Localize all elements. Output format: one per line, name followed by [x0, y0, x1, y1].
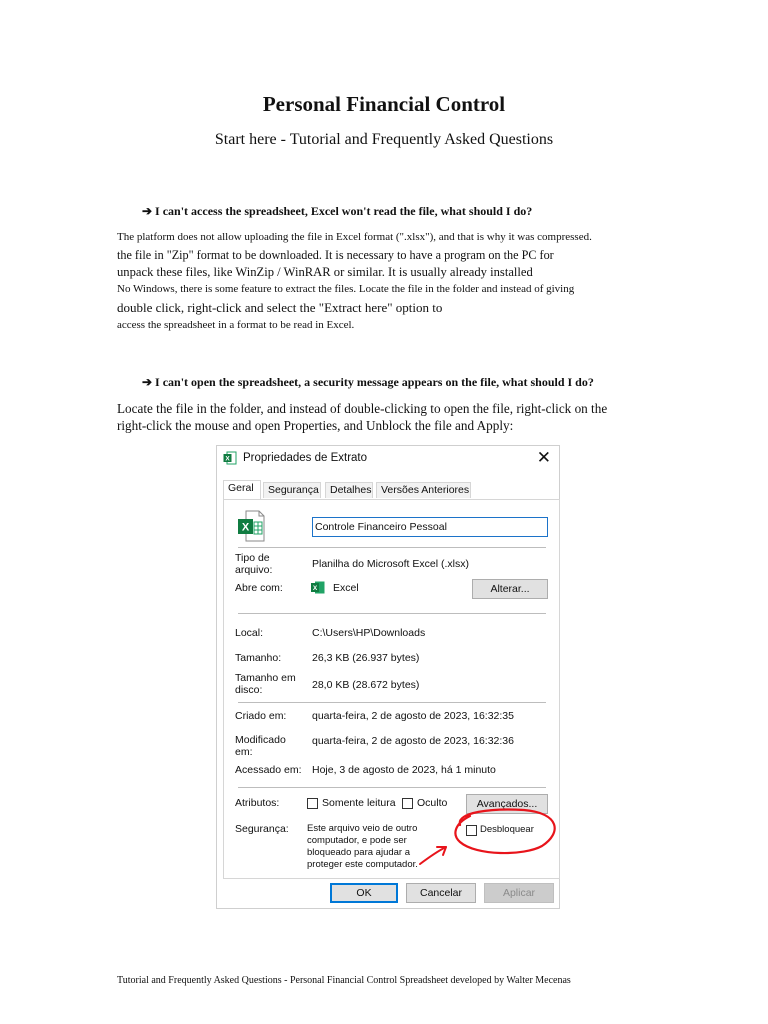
- local-label: Local:: [235, 627, 264, 639]
- criado-label: Criado em:: [235, 710, 287, 722]
- oculto-label: Oculto: [417, 797, 448, 809]
- atributos-label: Atributos:: [235, 797, 280, 809]
- tipo-value: Planilha do Microsoft Excel (.xlsx): [312, 558, 469, 570]
- tipo-label: Tipo de arquivo:: [235, 552, 273, 576]
- tamanho-label: Tamanho:: [235, 652, 282, 664]
- faq-answer-1-line-4: No Windows, there is some feature to extract the files. Locate the file in the folder and instead of giving: [117, 283, 575, 295]
- faq-answer-1-line-2: the file in "Zip" format to be downloaded. It is necessary to have a program on the PC for: [117, 248, 554, 262]
- disco-label: Tamanho em disco:: [235, 672, 296, 696]
- tab-versoes-anteriores[interactable]: Versões Anteriores: [376, 482, 471, 498]
- faq-answer-1-line-6: access the spreadsheet in a format to be read in Excel.: [117, 319, 355, 331]
- faq-question-1: ➔ I can't access the spreadsheet, Excel won't read the file, what should I do?: [142, 204, 533, 218]
- dialog-title: Propriedades de Extrato: [243, 452, 368, 464]
- page-footer: Tutorial and Frequently Asked Questions - Personal Financial Control Spreadsheet developed by Walter Mecenas: [117, 975, 571, 986]
- faq-answer-2-line-1: Locate the file in the folder, and instead of double-clicking to open the file, right-click on the: [117, 401, 608, 416]
- tamanho-value: 26,3 KB (26.937 bytes): [312, 652, 420, 664]
- seguranca-label: Segurança:: [235, 823, 289, 835]
- tab-detalhes[interactable]: Detalhes: [325, 482, 373, 498]
- disco-value: 28,0 KB (28.672 bytes): [312, 679, 420, 691]
- modificado-label: Modificado em:: [235, 734, 286, 758]
- criado-value: quarta-feira, 2 de agosto de 2023, 16:32:35: [312, 710, 514, 722]
- svg-text:X: X: [241, 521, 250, 534]
- abre-value: Excel: [333, 582, 359, 594]
- avancados-button[interactable]: Avançados...: [466, 794, 548, 814]
- acessado-value: Hoje, 3 de agosto de 2023, há 1 minuto: [312, 764, 496, 776]
- faq-answer-1-line-3: unpack these files, like WinZip / WinRAR or similar. It is usually already installed: [117, 265, 533, 279]
- cancel-button[interactable]: Cancelar: [406, 883, 476, 903]
- page-subtitle: Start here - Tutorial and Frequently Asked Questions: [214, 131, 554, 148]
- faq-answer-2-line-2: right-click the mouse and open Properties, and Unblock the file and Apply:: [117, 418, 514, 433]
- somente-leitura-label: Somente leitura: [322, 797, 396, 809]
- desbloquear-label: Desbloquear: [480, 824, 534, 835]
- acessado-label: Acessado em:: [235, 764, 302, 776]
- svg-text:X: X: [225, 455, 230, 463]
- local-value: C:\Users\HP\Downloads: [312, 627, 426, 639]
- page-title: Personal Financial Control: [262, 92, 506, 116]
- alterar-button[interactable]: Alterar...: [472, 579, 548, 599]
- tab-seguranca[interactable]: Segurança: [263, 482, 321, 498]
- modificado-value: quarta-feira, 2 de agosto de 2023, 16:32:36: [312, 735, 514, 747]
- general-panel: [223, 499, 560, 879]
- apply-button[interactable]: Aplicar: [484, 883, 554, 903]
- properties-dialog: [216, 445, 560, 909]
- seguranca-text: Este arquivo veio de outro computador, e pode ser bloqueado para ajudar a proteger este computador.: [307, 823, 418, 870]
- close-icon[interactable]: ✕: [536, 448, 551, 467]
- abre-label: Abre com:: [235, 582, 283, 594]
- faq-answer-1-line-5: double click, right-click and select the "Extract here" option to: [117, 300, 443, 315]
- tab-geral[interactable]: Geral: [223, 480, 261, 500]
- faq-question-2: ➔ I can't open the spreadsheet, a security message appears on the file, what should I do?: [142, 375, 594, 389]
- svg-text:X: X: [312, 585, 318, 592]
- excel-icon: [223, 451, 237, 465]
- faq-answer-1-line-1: The platform does not allow uploading the file in Excel format (".xlsx"), and that is why it was compressed.: [117, 231, 592, 243]
- red-highlight-annotation: [224, 500, 561, 880]
- ok-button[interactable]: OK: [330, 883, 398, 903]
